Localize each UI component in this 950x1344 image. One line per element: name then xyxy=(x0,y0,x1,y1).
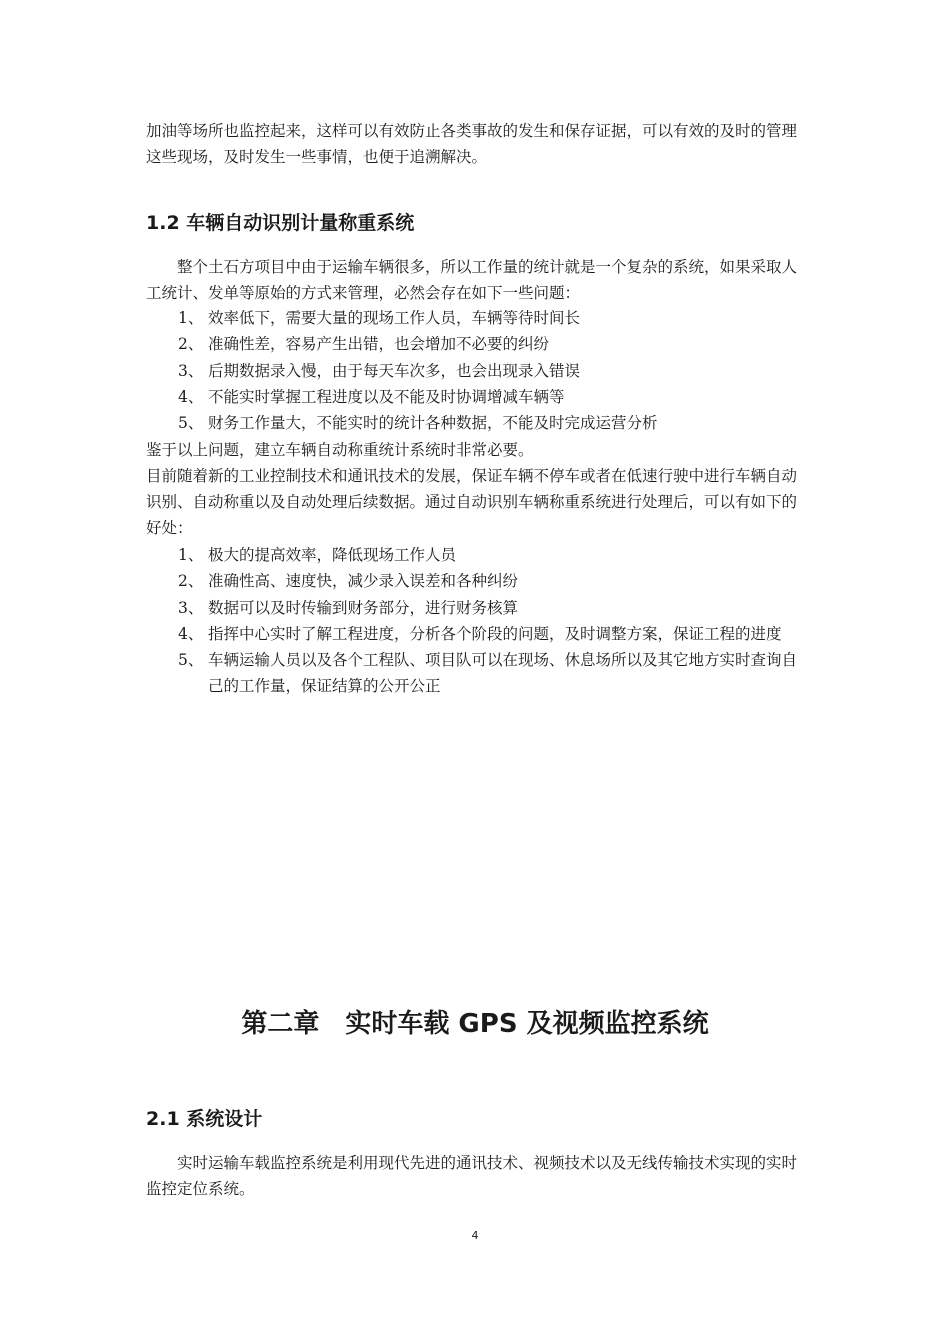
list-item xyxy=(178,384,802,410)
problems-list xyxy=(178,305,802,436)
list-text: 车辆运输人员以及各个工程队、项目队可以在现场、休息场所以及其它地方实时查询自己的工作量，保证结算的公开公正 xyxy=(208,651,798,696)
list-number: 5、 xyxy=(178,414,204,433)
list-item xyxy=(178,305,802,331)
list-text: 财务工作量大，不能实时的统计各种数据，不能及时完成运营分析 xyxy=(208,414,658,433)
section-2-1-paragraph: 实时运输车载监控系统是利用现代先进的通讯技术、视频技术以及无线传输技术实现的实时监控定位系统。 xyxy=(146,1154,798,1198)
list-item xyxy=(178,331,802,357)
list-text: 准确性差，容易产生出错，也会增加不必要的纠纷 xyxy=(208,335,550,354)
list-text: 准确性高、速度快，减少录入误差和各种纠纷 xyxy=(208,572,519,591)
list-text: 数据可以及时传输到财务部分，进行财务核算 xyxy=(208,598,519,617)
list-text: 效率低下，需要大量的现场工作人员，车辆等待时间长 xyxy=(208,309,581,327)
list-item xyxy=(178,358,802,384)
list-number: 4、 xyxy=(178,387,204,406)
continued-paragraph: 加油等场所也监控起来，这样可以有效防止各类事故的发生和保存证据，可以有效的及时的管理这些现场，及时发生一些事情，也便于追溯解决。 xyxy=(146,122,798,166)
section-intro-paragraph: 整个土石方项目中由于运输车辆很多，所以工作量的统计就是一个复杂的系统，如果采取人工统计、发单等原始的方式来管理，必然会存在如下一些问题： xyxy=(146,258,798,302)
list-item xyxy=(178,568,802,594)
list-text: 后期数据录入慢，由于每天车次多，也会出现录入错误 xyxy=(208,361,581,380)
list-number: 3、 xyxy=(178,598,204,617)
list-text: 不能实时掌握工程进度以及不能及时协调增减车辆等 xyxy=(208,387,565,406)
section-heading-1-2: 1.2 车辆自动识别计量称重系统 xyxy=(146,212,415,234)
list-item xyxy=(178,647,802,700)
list-number: 5、 xyxy=(178,651,204,670)
benefits-list xyxy=(178,542,802,700)
conclusion-paragraph: 鉴于以上问题，建立车辆自动称重统计系统时非常必要。 xyxy=(146,441,534,459)
list-item xyxy=(178,410,802,436)
list-number: 2、 xyxy=(178,572,204,591)
list-item xyxy=(178,542,802,568)
list-number: 1、 xyxy=(178,546,204,564)
list-text: 极大的提高效率，降低现场工作人员 xyxy=(208,546,457,564)
list-item xyxy=(178,595,802,621)
list-number: 3、 xyxy=(178,361,204,380)
chapter-title: 第二章 实时车载 GPS 及视频监控系统 xyxy=(241,1009,709,1039)
list-number: 4、 xyxy=(178,624,204,643)
list-number: 2、 xyxy=(178,335,204,354)
technology-paragraph: 目前随着新的工业控制技术和通讯技术的发展，保证车辆不停车或者在低速行驶中进行车辆自动识别、自动称重以及自动处理后续数据。通过自动识别车辆称重系统进行处理后，可以有如下的好处： xyxy=(146,467,798,537)
list-text: 指挥中心实时了解工程进度，分析各个阶段的问题，及时调整方案，保证工程的进度 xyxy=(208,624,782,643)
page-number: 4 xyxy=(471,1229,479,1242)
list-item xyxy=(178,621,802,647)
section-heading-2-1: 2.1 系统设计 xyxy=(146,1108,263,1130)
list-number: 1、 xyxy=(178,309,204,327)
